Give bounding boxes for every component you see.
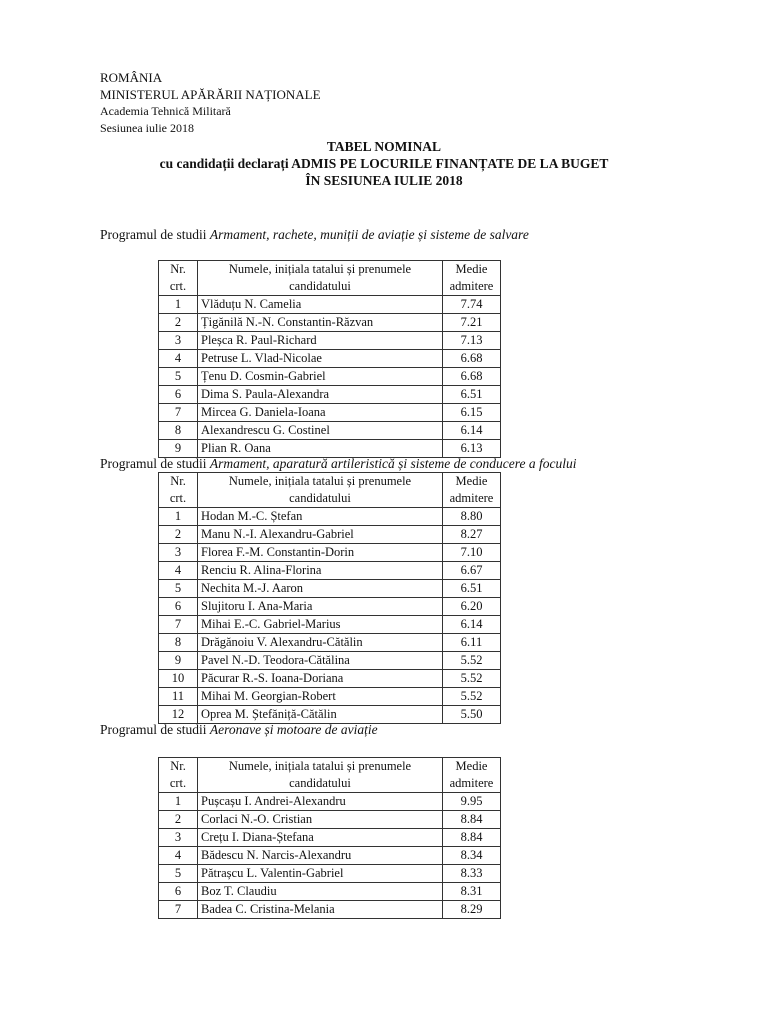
- candidate-name: Manu N.-I. Alexandru-Gabriel: [198, 526, 443, 544]
- candidate-name: Pleșca R. Paul-Richard: [198, 332, 443, 350]
- row-number: 3: [159, 332, 198, 350]
- table-row: [159, 634, 501, 652]
- row-number: 1: [159, 793, 198, 811]
- nr-header: Nr. crt.: [159, 261, 198, 296]
- candidate-name: Oprea M. Ștefăniță-Cătălin: [198, 706, 443, 724]
- program-prefix: Programul de studii: [100, 722, 210, 737]
- candidate-name: Hodan M.-C. Ștefan: [198, 508, 443, 526]
- row-number: 9: [159, 652, 198, 670]
- candidate-name: Boz T. Claudiu: [198, 883, 443, 901]
- nr-header: Nr. crt.: [159, 473, 198, 508]
- row-number: 4: [159, 350, 198, 368]
- row-number: 7: [159, 901, 198, 919]
- table-body: [159, 508, 501, 724]
- program-prefix: Programul de studii: [100, 227, 210, 242]
- admission-average: 8.31: [443, 883, 501, 901]
- admission-average: 8.29: [443, 901, 501, 919]
- admission-average: 7.21: [443, 314, 501, 332]
- admission-average: 6.13: [443, 440, 501, 458]
- row-number: 3: [159, 544, 198, 562]
- title-line-2: cu candidații declarați ADMIS PE LOCURILE FINANȚATE DE LA BUGET: [159, 156, 609, 171]
- admission-average: 6.67: [443, 562, 501, 580]
- candidate-name: Păcurar R.-S. Ioana-Doriana: [198, 670, 443, 688]
- table-row: [159, 580, 501, 598]
- ministry-line: MINISTERUL APĂRĂRII NAȚIONALE: [100, 87, 321, 102]
- candidate-name: Pavel N.-D. Teodora-Cătălina: [198, 652, 443, 670]
- candidate-name: Drăgănoiu V. Alexandru-Cătălin: [198, 634, 443, 652]
- session-line: Sesiunea iulie 2018: [100, 121, 194, 135]
- results-table-1: [158, 260, 501, 458]
- candidate-name: Badea C. Cristina-Melania: [198, 901, 443, 919]
- row-number: 5: [159, 580, 198, 598]
- admission-average: 8.33: [443, 865, 501, 883]
- admission-average: 6.20: [443, 598, 501, 616]
- table-row: [159, 368, 501, 386]
- row-number: 6: [159, 598, 198, 616]
- candidate-name: Nechita M.-J. Aaron: [198, 580, 443, 598]
- admission-average: 5.50: [443, 706, 501, 724]
- candidate-name: Vlăduțu N. Camelia: [198, 296, 443, 314]
- admission-average: 6.11: [443, 634, 501, 652]
- row-number: 12: [159, 706, 198, 724]
- admission-average: 8.84: [443, 829, 501, 847]
- candidate-name: Mihai E.-C. Gabriel-Marius: [198, 616, 443, 634]
- admission-average: 7.74: [443, 296, 501, 314]
- table-row: [159, 526, 501, 544]
- candidate-name: Florea F.-M. Constantin-Dorin: [198, 544, 443, 562]
- candidate-name: Petruse L. Vlad-Nicolae: [198, 350, 443, 368]
- program-heading-2: [100, 456, 576, 472]
- row-number: 6: [159, 386, 198, 404]
- name-header: Numele, inițiala tatalui și prenumele candidatului: [198, 261, 443, 296]
- admission-average: 6.14: [443, 616, 501, 634]
- row-number: 1: [159, 296, 198, 314]
- table-row: [159, 350, 501, 368]
- row-number: 5: [159, 368, 198, 386]
- admission-average: 8.34: [443, 847, 501, 865]
- row-number: 11: [159, 688, 198, 706]
- row-number: 2: [159, 526, 198, 544]
- admission-average: 5.52: [443, 670, 501, 688]
- nr-header: Nr. crt.: [159, 758, 198, 793]
- table-row: [159, 440, 501, 458]
- document-header: [100, 69, 321, 137]
- table-row: [159, 652, 501, 670]
- program-name: Armament, aparatură artileristică și sisteme de conducere a focului: [209, 456, 577, 471]
- table-row: [159, 688, 501, 706]
- candidate-name: Plian R. Oana: [198, 440, 443, 458]
- table-header-row: [159, 473, 501, 508]
- table-body: [159, 296, 501, 458]
- row-number: 8: [159, 422, 198, 440]
- admission-average: 6.68: [443, 368, 501, 386]
- table-row: [159, 314, 501, 332]
- table-row: [159, 296, 501, 314]
- admission-average: 6.51: [443, 580, 501, 598]
- candidate-name: Pătrașcu L. Valentin-Gabriel: [198, 865, 443, 883]
- name-header: Numele, inițiala tatalui și prenumele candidatului: [198, 758, 443, 793]
- academy-line: Academia Tehnică Militară: [100, 104, 231, 118]
- average-header: Medie admitere: [443, 473, 501, 508]
- row-number: 3: [159, 829, 198, 847]
- candidate-name: Țenu D. Cosmin-Gabriel: [198, 368, 443, 386]
- row-number: 9: [159, 440, 198, 458]
- table-row: [159, 793, 501, 811]
- candidate-name: Alexandrescu G. Costinel: [198, 422, 443, 440]
- admission-average: 5.52: [443, 688, 501, 706]
- table-row: [159, 404, 501, 422]
- program-name: Armament, rachete, muniții de aviație și sisteme de salvare: [209, 227, 529, 242]
- candidate-name: Pușcașu I. Andrei-Alexandru: [198, 793, 443, 811]
- table-row: [159, 386, 501, 404]
- name-header: Numele, inițiala tatalui și prenumele candidatului: [198, 473, 443, 508]
- row-number: 7: [159, 616, 198, 634]
- title-line-1: TABEL NOMINAL: [326, 139, 442, 154]
- average-header: Medie admitere: [443, 758, 501, 793]
- table-row: [159, 865, 501, 883]
- table-row: [159, 598, 501, 616]
- row-number: 2: [159, 811, 198, 829]
- document-title: [0, 138, 768, 189]
- admission-average: 6.14: [443, 422, 501, 440]
- table-row: [159, 811, 501, 829]
- results-table-3: [158, 757, 501, 919]
- table-header-row: [159, 261, 501, 296]
- row-number: 10: [159, 670, 198, 688]
- row-number: 2: [159, 314, 198, 332]
- table-row: [159, 901, 501, 919]
- candidate-name: Crețu I. Diana-Ștefana: [198, 829, 443, 847]
- row-number: 4: [159, 847, 198, 865]
- candidate-name: Slujitoru I. Ana-Maria: [198, 598, 443, 616]
- admission-average: 8.27: [443, 526, 501, 544]
- admission-average: 8.84: [443, 811, 501, 829]
- candidate-name: Corlaci N.-O. Cristian: [198, 811, 443, 829]
- table-row: [159, 544, 501, 562]
- table-row: [159, 616, 501, 634]
- title-line-3: ÎN SESIUNEA IULIE 2018: [305, 173, 463, 188]
- row-number: 8: [159, 634, 198, 652]
- table-row: [159, 847, 501, 865]
- candidate-name: Mihai M. Georgian-Robert: [198, 688, 443, 706]
- table-header-row: [159, 758, 501, 793]
- candidate-name: Bădescu N. Narcis-Alexandru: [198, 847, 443, 865]
- table-row: [159, 332, 501, 350]
- country-line: ROMÂNIA: [100, 70, 163, 85]
- table-row: [159, 670, 501, 688]
- row-number: 1: [159, 508, 198, 526]
- candidate-name: Mircea G. Daniela-Ioana: [198, 404, 443, 422]
- table-row: [159, 562, 501, 580]
- table-body: [159, 793, 501, 919]
- admission-average: 6.68: [443, 350, 501, 368]
- program-heading-3: [100, 722, 378, 738]
- row-number: 4: [159, 562, 198, 580]
- table-row: [159, 829, 501, 847]
- admission-average: 7.10: [443, 544, 501, 562]
- admission-average: 8.80: [443, 508, 501, 526]
- average-header: Medie admitere: [443, 261, 501, 296]
- table-row: [159, 508, 501, 526]
- table-row: [159, 883, 501, 901]
- program-prefix: Programul de studii: [100, 456, 210, 471]
- candidate-name: Țigănilă N.-N. Constantin-Răzvan: [198, 314, 443, 332]
- candidate-name: Dima S. Paula-Alexandra: [198, 386, 443, 404]
- admission-average: 7.13: [443, 332, 501, 350]
- row-number: 7: [159, 404, 198, 422]
- program-heading-1: [100, 227, 529, 243]
- table-row: [159, 422, 501, 440]
- admission-average: 6.51: [443, 386, 501, 404]
- program-name: Aeronave și motoare de aviație: [209, 722, 378, 737]
- row-number: 6: [159, 883, 198, 901]
- admission-average: 5.52: [443, 652, 501, 670]
- table-row: [159, 706, 501, 724]
- candidate-name: Renciu R. Alina-Florina: [198, 562, 443, 580]
- results-table-2: [158, 472, 501, 724]
- admission-average: 6.15: [443, 404, 501, 422]
- admission-average: 9.95: [443, 793, 501, 811]
- row-number: 5: [159, 865, 198, 883]
